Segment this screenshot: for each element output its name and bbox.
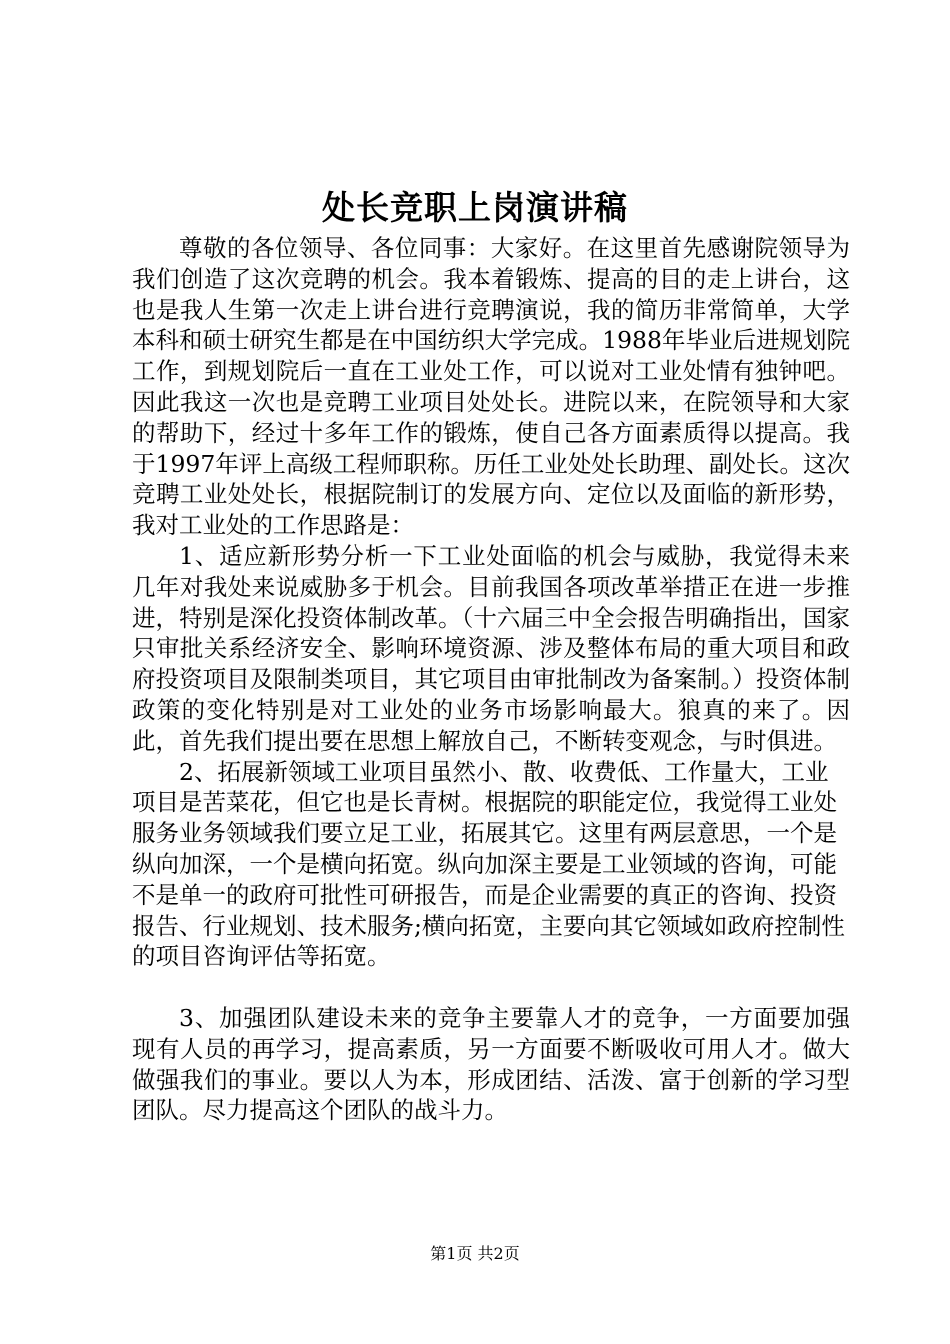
paragraph-point-1: 1、适应新形势分析一下工业处面临的机会与威胁，我觉得未来几年对我处来说威胁多于机会。目前我国各项改革举措正在进一步推进，特别是深化投资体制改革。（十六届三中全会报告明确指出，国家只审批关系经济安全、影响环境资源、涉及整体布局的重大项目和政府投资项目及限制类项目，其它项目由审批制改为备案制。）投资体制政策的变化特别是对工业处的业务市场影响最大。狼真的来了。因此，首先我们提出要在思想上解放自己，不断转变观念，与时俱进。 [132, 541, 850, 755]
paragraph-point-2: 2、拓展新领域工业项目虽然小、散、收费低、工作量大，工业项目是苦菜花，但它也是长青树。根据院的职能定位，我觉得工业处服务业务领域我们要立足工业，拓展其它。这里有两层意思，一个是纵向加深，一个是横向拓宽。纵向加深主要是工业领域的咨询，可能不是单一的政府可批性可研报告，而是企业需要的真正的咨询、投资报告、行业规划、技术服务;横向拓宽，主要向其它领域如政府控制性的项目咨询评估等拓宽。 [132, 757, 845, 971]
paragraph-intro: 尊敬的各位领导、各位同事：大家好。在这里首先感谢院领导为我们创造了这次竞聘的机会。我本着锻炼、提高的目的走上讲台，这也是我人生第一次走上讲台进行竞聘演说，我的简历非常简单，大学本科和硕士研究生都是在中国纺织大学完成。1988年毕业后进规划院工作，到规划院后一直在工业处工作，可以说对工业处情有独钟吧。因此我这一次也是竞聘工业项目处处长。进院以来，在院领导和大家的帮助下，经过十多年工作的锻炼，使自己各方面素质得以提高。我于1997年评上高级工程师职称。历任工业处处长助理、副处长。这次竞聘工业处处长，根据院制订的发展方向、定位以及面临的新形势，我对工业处的工作思路是： [132, 234, 850, 540]
document-title: 处长竞职上岗演讲稿 [322, 188, 628, 227]
paragraph-spacer [132, 972, 850, 1003]
page-number-footer: 第1页 共2页 [430, 1244, 520, 1263]
paragraph-point-3: 3、加强团队建设未来的竞争主要靠人才的竞争，一方面要加强现有人员的再学习，提高素质，另一方面要不断吸收可用人才。做大做强我们的事业。要以人为本，形成团结、活泼、富于创新的学习型团队。尽力提高这个团队的战斗力。 [132, 1003, 850, 1125]
document-body [132, 233, 850, 1126]
